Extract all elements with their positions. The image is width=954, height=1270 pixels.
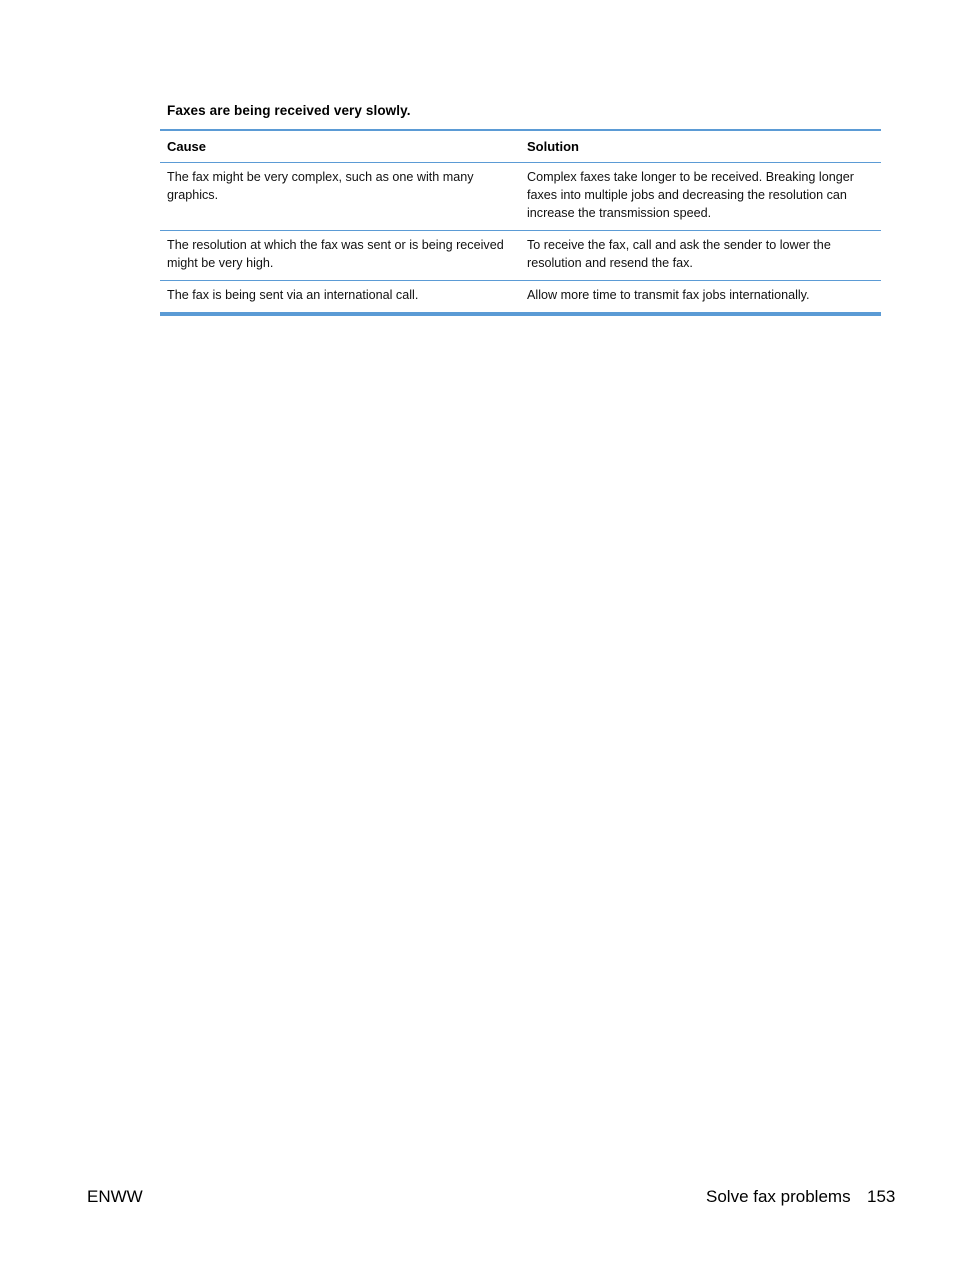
solution-cell: Complex faxes take longer to be received. Breaking longer faxes into multiple jobs and decreasing the resolution can increase the transmission speed. [527,169,854,220]
cause-solution-table [160,129,881,316]
table-row [160,280,881,314]
solution-column-header: Solution [520,130,881,162]
footer-section-title: Solve fax problems [706,1187,851,1206]
section-title: Faxes are being received very slowly. [167,103,411,118]
page-number: 153 [867,1187,896,1206]
cause-cell: The fax is being sent via an international call. [160,280,520,314]
cause-cell: The resolution at which the fax was sent or is being received might be very high. [160,230,520,280]
footer-doc-code: ENWW [87,1187,143,1206]
cause-cell: The fax might be very complex, such as one with many graphics. [167,169,474,202]
table-row [160,230,881,280]
table-row [160,162,881,230]
solution-cell: To receive the fax, call and ask the sender to lower the resolution and resend the fax. [520,230,881,280]
cause-column-header: Cause [160,130,520,162]
solution-cell: Allow more time to transmit fax jobs internationally. [520,280,881,314]
table-header-row [160,130,881,162]
